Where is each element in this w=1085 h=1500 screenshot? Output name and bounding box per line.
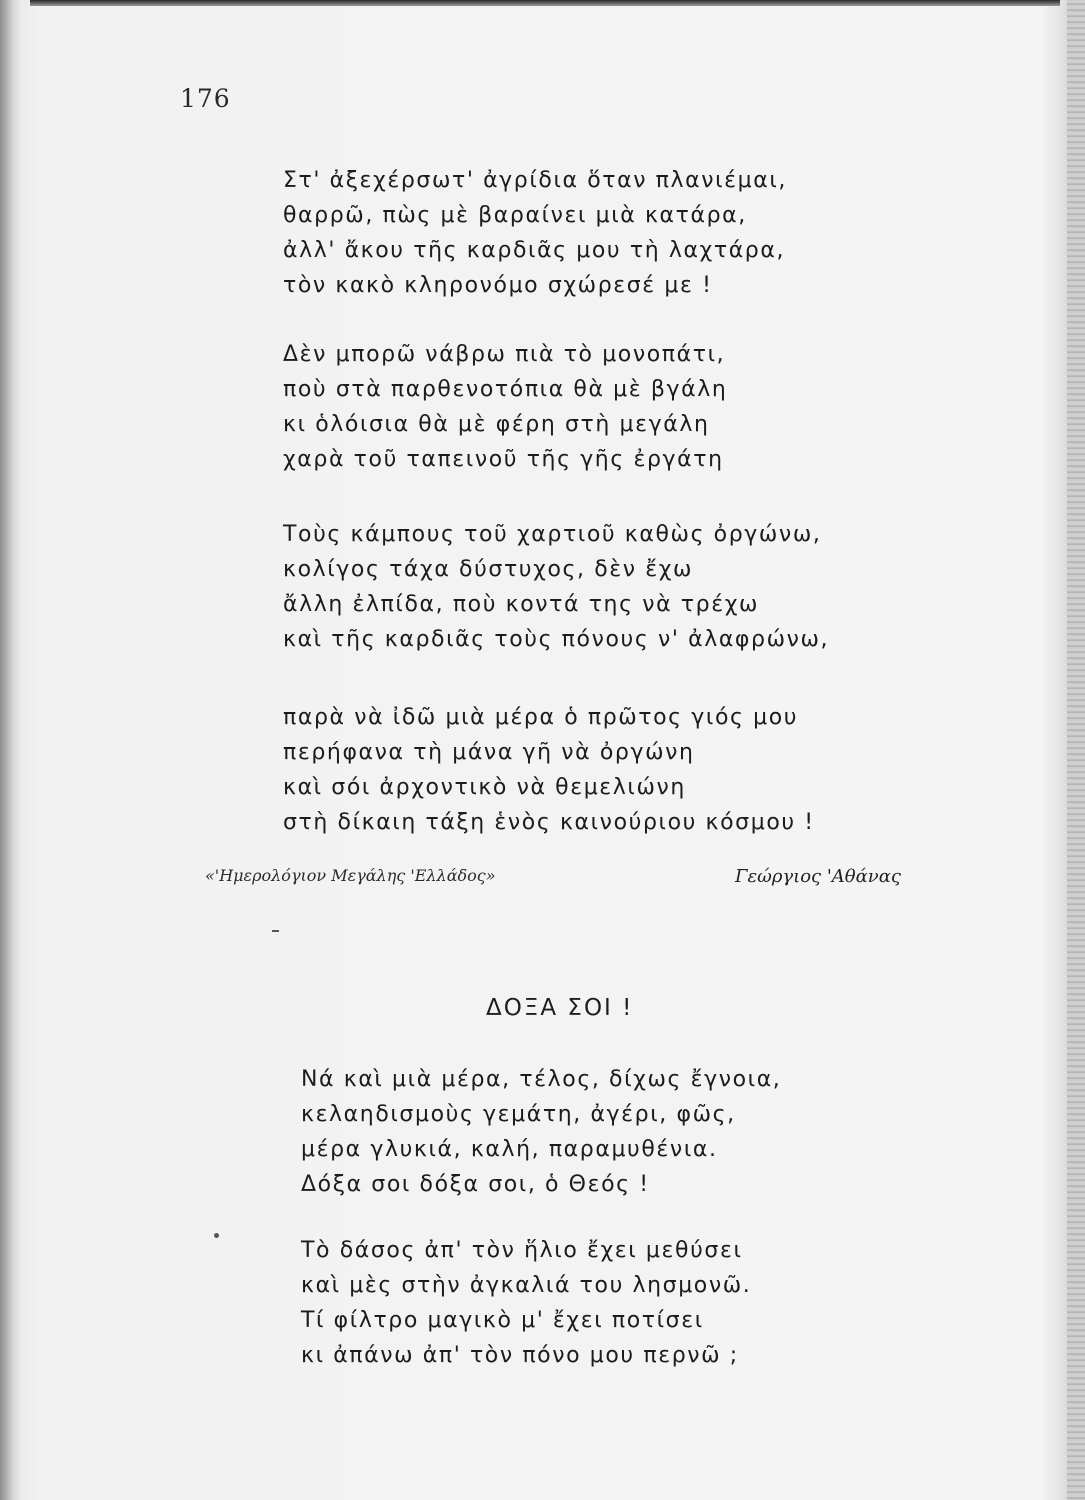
verse-line: στὴ δίκαιη τάξη ἑνὸς καινούριου κόσμου ! <box>283 810 815 835</box>
book-spine-shadow <box>0 0 22 1500</box>
poem1-stanza-3 <box>283 517 829 657</box>
verse-line: ἀλλ' ἄκου τῆς καρδιᾶς μου τὴ λαχτάρα, <box>283 238 786 263</box>
poem2-stanza-2 <box>301 1233 751 1373</box>
page-edge-stack <box>1067 0 1085 1500</box>
verse-line: Στ' ἀξεχέρσωτ' ἀγρίδια ὅταν πλανιέμαι, <box>283 168 788 193</box>
verse-line: ποὺ στὰ παρθενοτόπια θὰ μὲ βγάλη <box>283 377 728 402</box>
verse-line: μέρα γλυκιά, καλή, παραμυθένια. <box>301 1137 718 1162</box>
poem2-stanza-1 <box>301 1062 781 1202</box>
verse-line: καὶ μὲς στὴν ἀγκαλιά του λησμονῶ. <box>301 1273 752 1298</box>
verse-line: κελαηδισμοὺς γεμάτη, ἀγέρι, φῶς, <box>301 1102 736 1127</box>
author-name: Γεώργιος 'Αθάνας <box>735 866 901 887</box>
verse-line: κι ἀπάνω ἀπ' τὸν πόνο μου περνῶ ; <box>301 1343 739 1368</box>
page-number: 176 <box>180 84 231 113</box>
verse-line: κι ὁλόισια θὰ μὲ φέρη στὴ μεγάλη <box>283 412 710 437</box>
verse-line: χαρὰ τοῦ ταπεινοῦ τῆς γῆς ἐργάτη <box>283 447 724 472</box>
verse-line: Τί φίλτρο μαγικὸ μ' ἔχει ποτίσει <box>301 1308 704 1333</box>
verse-line: Νά καὶ μιὰ μέρα, τέλος, δίχως ἔγνοια, <box>301 1067 782 1092</box>
poem1-stanza-4 <box>283 700 815 840</box>
verse-line: θαρρῶ, πὼς μὲ βαραίνει μιὰ κατάρα, <box>283 203 747 228</box>
verse-line: παρὰ νὰ ἰδῶ μιὰ μέρα ὁ πρῶτος γιός μου <box>283 705 799 730</box>
verse-line: Δόξα σοι δόξα σοι, ὁ Θεός ! <box>301 1172 650 1197</box>
poem-title: ΔΟΞΑ ΣΟΙ ! <box>486 995 634 1021</box>
verse-line: Τοὺς κάμπους τοῦ χαρτιοῦ καθὼς ὀργώνω, <box>283 522 822 547</box>
verse-line: Δὲν μπορῶ νάβρω πιὰ τὸ μονοπάτι, <box>283 342 726 367</box>
source-citation: «'Ημερολόγιον Μεγάλης 'Ελλάδος» <box>205 866 496 885</box>
poem1-stanza-1 <box>283 163 787 303</box>
verse-line: Τὸ δάσος ἀπ' τὸν ἥλιο ἔχει μεθύσει <box>301 1238 743 1263</box>
print-dash-mark <box>272 930 279 932</box>
verse-line: καὶ σόι ἀρχοντικὸ νὰ θεμελιώνη <box>283 775 686 800</box>
verse-line: κολίγος τάχα δύστυχος, δὲν ἔχω <box>283 557 694 582</box>
verse-line: τὸν κακὸ κληρονόμο σχώρεσέ με ! <box>283 273 713 298</box>
verse-line: καὶ τῆς καρδιᾶς τοὺς πόνους ν' ἀλαφρώνω, <box>283 627 830 652</box>
print-dot-mark <box>214 1233 219 1238</box>
poem1-stanza-2 <box>283 337 727 477</box>
verse-line: ἄλλη ἐλπίδα, ποὺ κοντά της νὰ τρέχω <box>283 592 760 617</box>
page-top-shadow <box>30 0 1060 6</box>
verse-line: περήφανα τὴ μάνα γῆ νὰ ὀργώνη <box>283 740 695 765</box>
